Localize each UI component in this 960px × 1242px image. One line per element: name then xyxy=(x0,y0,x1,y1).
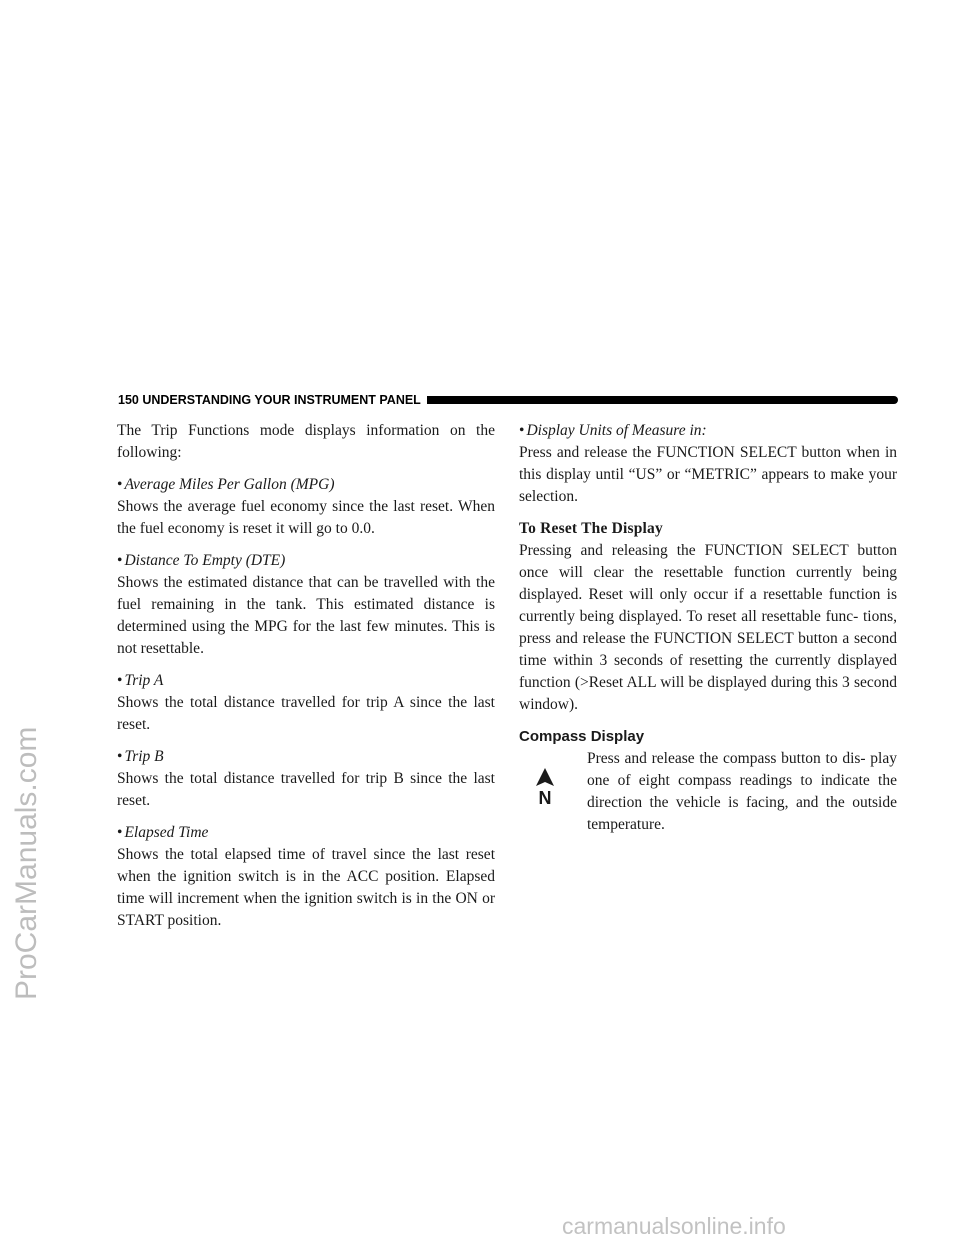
bullet: • xyxy=(117,476,123,493)
bullet: • xyxy=(519,422,525,439)
reset-heading: To Reset The Display xyxy=(519,520,663,537)
bullet: • xyxy=(117,748,123,765)
bottom-watermark: carmanualsonline.info xyxy=(562,1213,786,1239)
reset-paragraph: Pressing and releasing the FUNCTION SELECT button once will clear the resettable function currently being displayed. Reset will only occur if a resettable function is currently being displayed. To reset all resettable func- tions, press and release the FUNCTION SELECT button a second time within 3 seconds of resetting the currently displayed function (>Reset ALL will be displayed during this 3 second window). xyxy=(519,542,897,713)
item-body-trip-a: Shows the total distance travelled for trip A since the last reset. xyxy=(117,694,495,733)
item-title-text: Trip B xyxy=(124,748,164,765)
page-header-text xyxy=(118,393,427,407)
intro-paragraph: The Trip Functions mode displays information on the following: xyxy=(117,422,495,461)
page-number: 150 xyxy=(118,393,139,407)
compass-north-icon xyxy=(519,748,587,806)
item-body-mpg: Shows the average fuel economy since the last reset. When the fuel economy is reset it will go to 0.0. xyxy=(117,498,495,537)
compass-section xyxy=(519,748,897,836)
item-body-trip-b: Shows the total distance travelled for trip B since the last reset. xyxy=(117,770,495,809)
item-body-display-units: Press and release the FUNCTION SELECT button when in this display until “US” or “METRIC” appears to make your selection. xyxy=(519,444,897,505)
item-title-trip-b xyxy=(117,746,495,768)
item-title-trip-a xyxy=(117,670,495,692)
item-title-display-units xyxy=(519,420,897,442)
item-body-elapsed-time: Shows the total elapsed time of travel since the last reset when the ignition switch is in the ACC position. Elapsed time will increment when the ignition switch is in the ON or START position. xyxy=(117,846,495,929)
item-title-dte xyxy=(117,550,495,572)
item-title-text: Display Units of Measure in: xyxy=(526,422,707,439)
compass-arrow-icon xyxy=(532,766,558,806)
item-body-dte: Shows the estimated distance that can be travelled with the fuel remaining in the tank. This estimated distance is determined using the MPG for the last few minutes. This is not resettable. xyxy=(117,574,495,657)
header-rule xyxy=(427,396,898,404)
right-column xyxy=(519,420,897,836)
compass-letter: N xyxy=(538,788,552,806)
item-title-text: Distance To Empty (DTE) xyxy=(124,552,286,569)
side-watermark: ProCarManuals.com xyxy=(10,726,43,1000)
page-header xyxy=(118,392,898,408)
bullet: • xyxy=(117,672,123,689)
item-title-text: Average Miles Per Gallon (MPG) xyxy=(124,476,335,493)
compass-heading: Compass Display xyxy=(519,728,645,745)
item-title-text: Trip A xyxy=(124,672,164,689)
item-title-elapsed-time xyxy=(117,822,495,844)
item-title-mpg xyxy=(117,474,495,496)
item-title-text: Elapsed Time xyxy=(124,824,209,841)
bullet: • xyxy=(117,552,123,569)
compass-paragraph: Press and release the compass button to dis- play one of eight compass readings to indicate the direction the vehicle is facing, and the outside temperature. xyxy=(587,750,897,833)
section-title: UNDERSTANDING YOUR INSTRUMENT PANEL xyxy=(142,393,421,407)
left-column xyxy=(117,420,495,932)
bullet: • xyxy=(117,824,123,841)
